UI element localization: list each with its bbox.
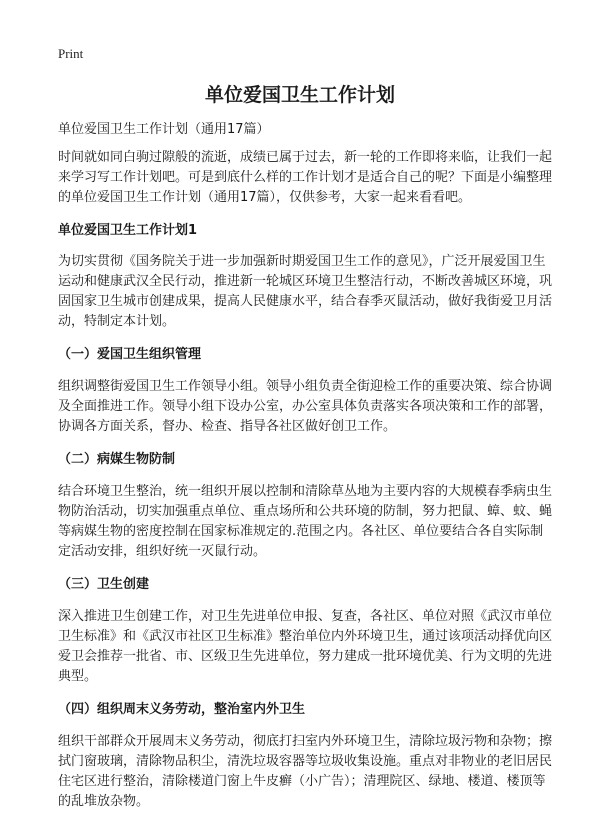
page-title: 单位爱国卫生工作计划	[204, 84, 395, 106]
print-link[interactable]: Print	[58, 46, 84, 61]
plan-1-heading: 单位爱国卫生工作计划1	[58, 223, 198, 238]
plan-1-intro-paragraph: 为切实贯彻《国务院关于进一步加强新时期爱国卫生工作的意见》，广泛开展爱国卫生运动和健康武汉全民行动，推进新一轮城区环境卫生整洁行动，不断改善城区环境，巩固国家卫生城市创建成果，提高人民健康水平，结合春季灭鼠活动，做好我街爱卫月活动，特制定本计划。	[58, 254, 553, 329]
section-4-heading: （四）组织周末义务劳动，整治室内外卫生	[58, 702, 306, 717]
section-1-paragraph: 组织调整街爱国卫生工作领导小组。领导小组负责全街迎检工作的重要决策、综合协调及全面推进工作。领导小组下设办公室，办公室具体负责落实各项决策和工作的部署，协调各方面关系，督办、检查、指导各社区做好创卫工作。	[58, 379, 553, 434]
section-2-heading: （二）病媒生物防制	[58, 452, 176, 467]
section-1-heading: （一）爱国卫生组织管理	[58, 347, 202, 362]
article-subtitle: 单位爱国卫生工作计划（通用17篇）	[58, 122, 270, 137]
intro-paragraph: 时间就如同白驹过隙般的流逝，成绩已属于过去，新一轮的工作即将来临，让我们一起来学习写工作计划吧。可是到底什么样的工作计划才是适合自己的呢？下面是小编整理的单位爱国卫生工作计划（通用17篇），仅供参考，大家一起来看看吧。	[58, 150, 553, 205]
section-3-heading: （三）卫生创建	[58, 577, 150, 592]
section-3-paragraph: 深入推进卫生创建工作，对卫生先进单位申报、复查，各社区、单位对照《武汉市单位卫生标准》和《武汉市社区卫生标准》整治单位内外环境卫生，通过该项活动择优向区爱卫会推荐一批省、市、区级卫生先进单位，努力建成一批环境优美、行为文明的先进典型。	[58, 609, 553, 684]
section-2-paragraph: 结合环境卫生整治，统一组织开展以控制和清除草丛地为主要内容的大规模春季病虫生物防治活动，切实加强重点单位、重点场所和公共环境的防制，努力把鼠、蟑、蚊、蝇等病媒生物的密度控制在国家标准规定的.范围之内。各社区、单位要结合各自实际制定活动安排，组织好统一灭鼠行动。	[58, 484, 553, 559]
section-4-paragraph: 组织干部群众开展周末义务劳动，彻底打扫室内外环境卫生，清除垃圾污物和杂物；擦拭门窗玻璃，清除物品积尘，清洗垃圾容器等垃圾收集设施。重点对非物业的老旧居民住宅区进行整治，清除楼道门窗上牛皮癣（小广告）；清理院区、绿地、楼道、楼顶等的乱堆放杂物。	[58, 734, 553, 809]
article-body	[58, 120, 554, 812]
